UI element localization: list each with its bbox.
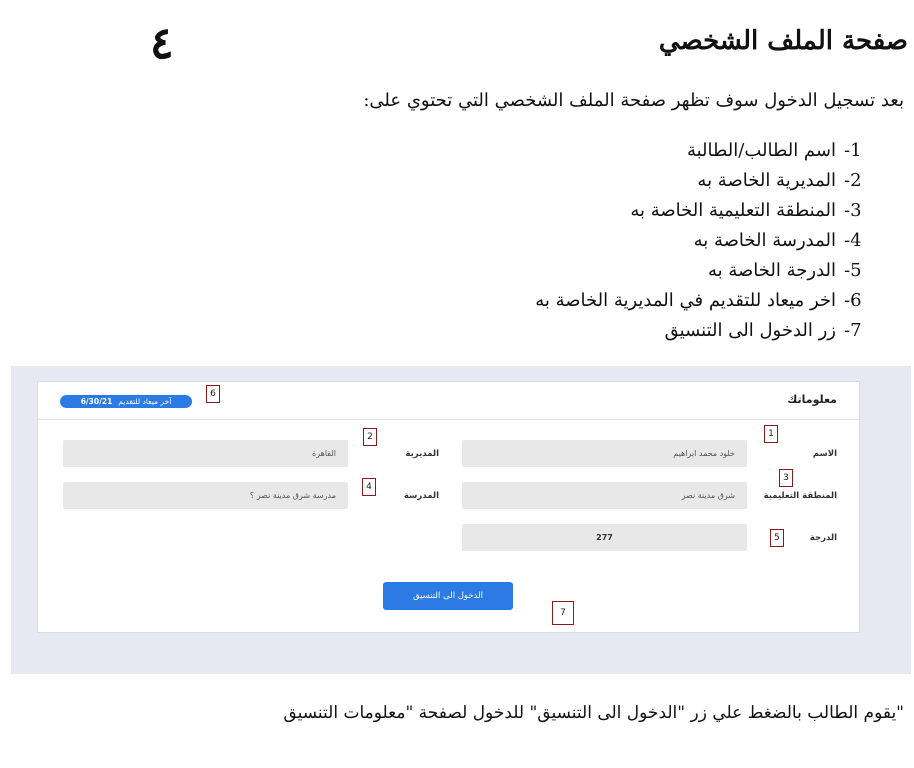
card-title: معلوماتك (787, 393, 837, 406)
zone-label: المنطقة التعليمية (763, 491, 837, 501)
marker-1: 1 (764, 425, 778, 443)
marker-4: 4 (362, 478, 376, 496)
page-title: صفحة الملف الشخصي (658, 26, 908, 56)
profile-card (37, 381, 860, 633)
item-number: -1 (844, 140, 862, 161)
name-label: الاسم (812, 449, 837, 459)
list-item (535, 286, 870, 316)
marker-7: 7 (552, 601, 574, 625)
list-item (535, 196, 870, 226)
zone-field[interactable]: شرق مدينة نصر (462, 482, 747, 509)
enter-coordination-button[interactable]: الدخول الى التنسيق (383, 582, 513, 610)
item-text: اخر ميعاد للتقديم في المديرية الخاصة به (535, 290, 836, 311)
grade-label: الدرجة (809, 533, 837, 543)
page-number: ٤ (150, 18, 174, 69)
item-number: -5 (844, 260, 862, 281)
item-text: المديرية الخاصة به (697, 170, 836, 191)
intro-text: بعد تسجيل الدخول سوف تظهر صفحة الملف الشخصي التي تحتوي على: (363, 90, 904, 111)
name-field[interactable]: خلود محمد ابراهيم (462, 440, 747, 467)
marker-5: 5 (770, 529, 784, 547)
deadline-label: آخر ميعاد للتقديم (118, 397, 172, 406)
feature-list (535, 136, 870, 346)
directorate-field[interactable]: القاهرة (63, 440, 348, 467)
item-text: الدرجة الخاصة به (707, 260, 836, 281)
deadline-date: 6/30/21 (80, 397, 113, 406)
directorate-label: المديرية (405, 449, 439, 459)
marker-6: 6 (206, 385, 220, 403)
school-label: المدرسة (403, 491, 439, 501)
marker-3: 3 (779, 469, 793, 487)
list-item (535, 316, 870, 346)
deadline-badge (60, 395, 192, 408)
school-field[interactable]: مدرسة شرق مدينة نصر ؟ (63, 482, 348, 509)
item-number: -2 (844, 170, 862, 191)
marker-2: 2 (363, 428, 377, 446)
item-number: -6 (844, 290, 862, 311)
list-item (535, 166, 870, 196)
grade-field[interactable]: 277 (462, 524, 747, 551)
item-number: -7 (844, 320, 862, 341)
item-number: -4 (844, 230, 862, 251)
footer-note: "يقوم الطالب بالضغط علي زر "الدخول الى التنسيق" للدخول لصفحة "معلومات التنسيق (283, 703, 904, 723)
item-number: -3 (844, 200, 862, 221)
item-text: زر الدخول الى التنسيق (664, 320, 836, 341)
list-item (535, 226, 870, 256)
card-header (38, 382, 859, 420)
item-text: المنطقة التعليمية الخاصة به (630, 200, 836, 221)
item-text: اسم الطالب/الطالبة (686, 140, 836, 161)
item-text: المدرسة الخاصة به (693, 230, 836, 251)
list-item (535, 136, 870, 166)
list-item (535, 256, 870, 286)
